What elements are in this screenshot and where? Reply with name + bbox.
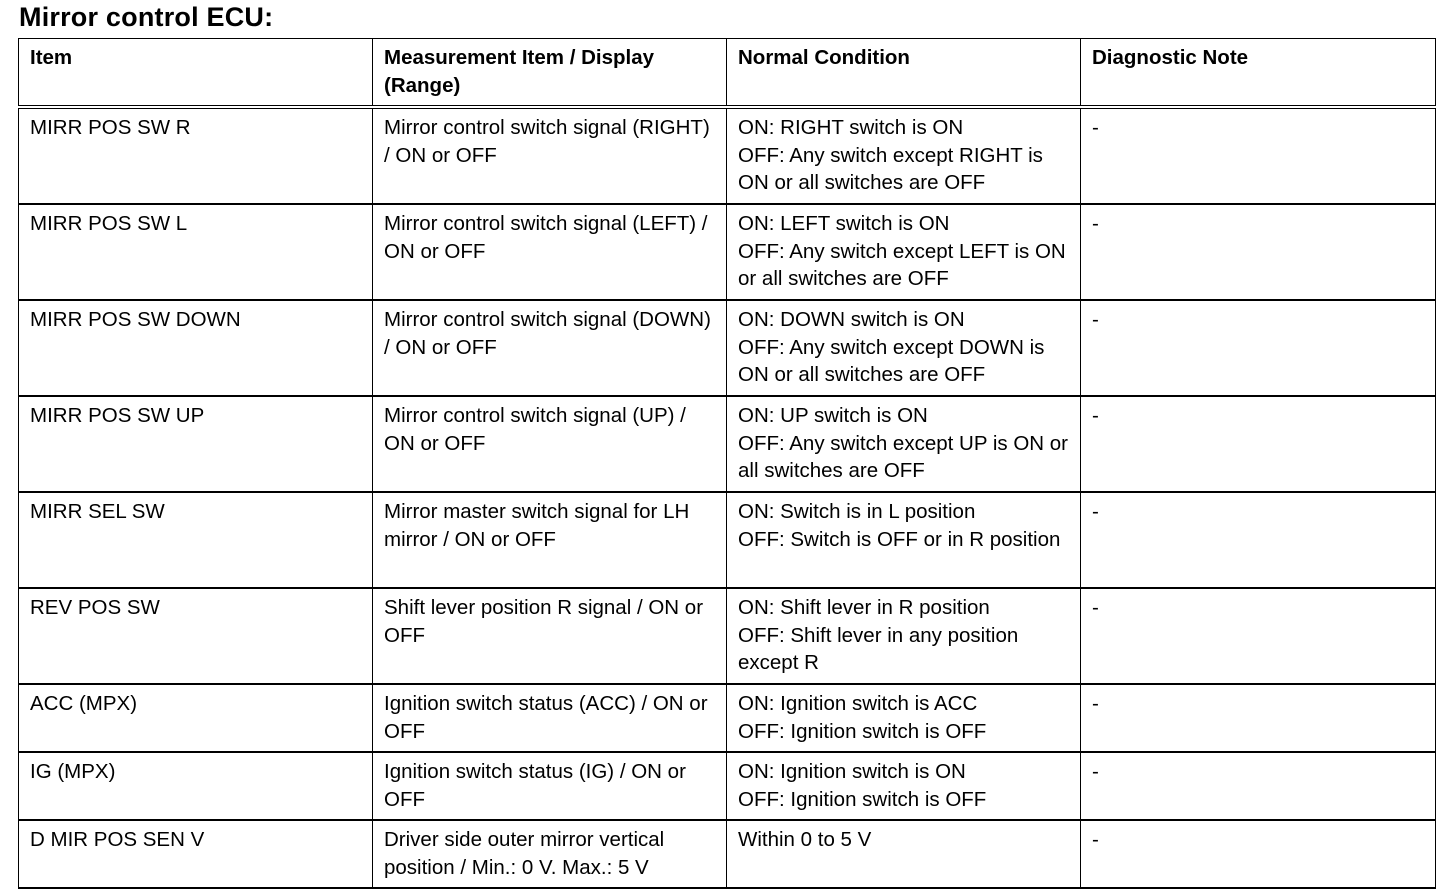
- measurement-cell: Shift lever position R signal / ON or OFF: [373, 588, 727, 684]
- normal-condition-cell: [727, 684, 1081, 752]
- item-cell: MIRR POS SW DOWN: [19, 300, 373, 396]
- item-cell: IG (MPX): [19, 752, 373, 820]
- normal-condition-cell: [727, 107, 1081, 204]
- header-item: Item: [19, 39, 373, 108]
- diagnostic-note-cell: -: [1081, 204, 1436, 300]
- header-diagnostic-note: Diagnostic Note: [1081, 39, 1436, 108]
- item-cell: MIRR POS SW L: [19, 204, 373, 300]
- diagnostic-note-cell: -: [1081, 588, 1436, 684]
- normal-condition-text: ON: Switch is in L position OFF: Switch is OFF or in R position: [738, 500, 1061, 551]
- item-cell: D MIR POS SEN V: [19, 820, 373, 888]
- table-header-row: [19, 39, 1436, 108]
- table-row: [19, 107, 1436, 204]
- item-cell: MIRR POS SW UP: [19, 396, 373, 492]
- normal-condition-text: ON: RIGHT switch is ON OFF: Any switch except RIGHT is ON or all switches are OFF: [738, 116, 1043, 194]
- normal-condition-cell: [727, 396, 1081, 492]
- header-measurement: Measurement Item / Display (Range): [373, 39, 727, 108]
- item-cell: MIRR POS SW R: [19, 107, 373, 204]
- normal-condition-text: ON: Ignition switch is ACC OFF: Ignition switch is OFF: [738, 692, 987, 743]
- table-row: [19, 396, 1436, 492]
- measurement-cell: Driver side outer mirror vertical position / Min.: 0 V. Max.: 5 V: [373, 820, 727, 888]
- diagnostic-note-cell: -: [1081, 492, 1436, 588]
- table-row: [19, 300, 1436, 396]
- normal-condition-cell: [727, 204, 1081, 300]
- item-cell: MIRR SEL SW: [19, 492, 373, 588]
- data-list-table: [18, 38, 1436, 889]
- diagnostic-note-cell: -: [1081, 820, 1436, 888]
- item-cell: REV POS SW: [19, 588, 373, 684]
- normal-condition-text: ON: UP switch is ON OFF: Any switch except UP is ON or all switches are OFF: [738, 404, 1068, 482]
- table-row: [19, 684, 1436, 752]
- normal-condition-cell: [727, 820, 1081, 888]
- normal-condition-cell: [727, 752, 1081, 820]
- table-row: [19, 588, 1436, 684]
- normal-condition-text: ON: LEFT switch is ON OFF: Any switch except LEFT is ON or all switches are OFF: [738, 212, 1066, 290]
- measurement-cell: Mirror control switch signal (DOWN) / ON or OFF: [373, 300, 727, 396]
- page-title: Mirror control ECU:: [19, 2, 274, 32]
- table-row: [19, 752, 1436, 820]
- diagnostic-note-cell: -: [1081, 300, 1436, 396]
- table-row: [19, 492, 1436, 588]
- measurement-cell: Mirror control switch signal (RIGHT) / ON or OFF: [373, 107, 727, 204]
- normal-condition-text: ON: Shift lever in R position OFF: Shift lever in any position except R: [738, 596, 1019, 674]
- measurement-cell: Ignition switch status (IG) / ON or OFF: [373, 752, 727, 820]
- measurement-cell: Mirror master switch signal for LH mirror / ON or OFF: [373, 492, 727, 588]
- normal-condition-cell: [727, 492, 1081, 588]
- diagnostic-note-cell: -: [1081, 396, 1436, 492]
- item-cell: ACC (MPX): [19, 684, 373, 752]
- header-normal-condition: Normal Condition: [727, 39, 1081, 108]
- diagnostic-note-cell: -: [1081, 684, 1436, 752]
- measurement-cell: Mirror control switch signal (LEFT) / ON or OFF: [373, 204, 727, 300]
- measurement-cell: Ignition switch status (ACC) / ON or OFF: [373, 684, 727, 752]
- table-row: [19, 820, 1436, 888]
- diagnostic-note-cell: -: [1081, 752, 1436, 820]
- table-row: [19, 204, 1436, 300]
- normal-condition-cell: [727, 588, 1081, 684]
- normal-condition-cell: [727, 300, 1081, 396]
- normal-condition-text: Within 0 to 5 V: [738, 828, 872, 851]
- diagnostic-note-cell: -: [1081, 107, 1436, 204]
- measurement-cell: Mirror control switch signal (UP) / ON or OFF: [373, 396, 727, 492]
- normal-condition-text: ON: Ignition switch is ON OFF: Ignition switch is OFF: [738, 760, 987, 811]
- normal-condition-text: ON: DOWN switch is ON OFF: Any switch except DOWN is ON or all switches are OFF: [738, 308, 1045, 386]
